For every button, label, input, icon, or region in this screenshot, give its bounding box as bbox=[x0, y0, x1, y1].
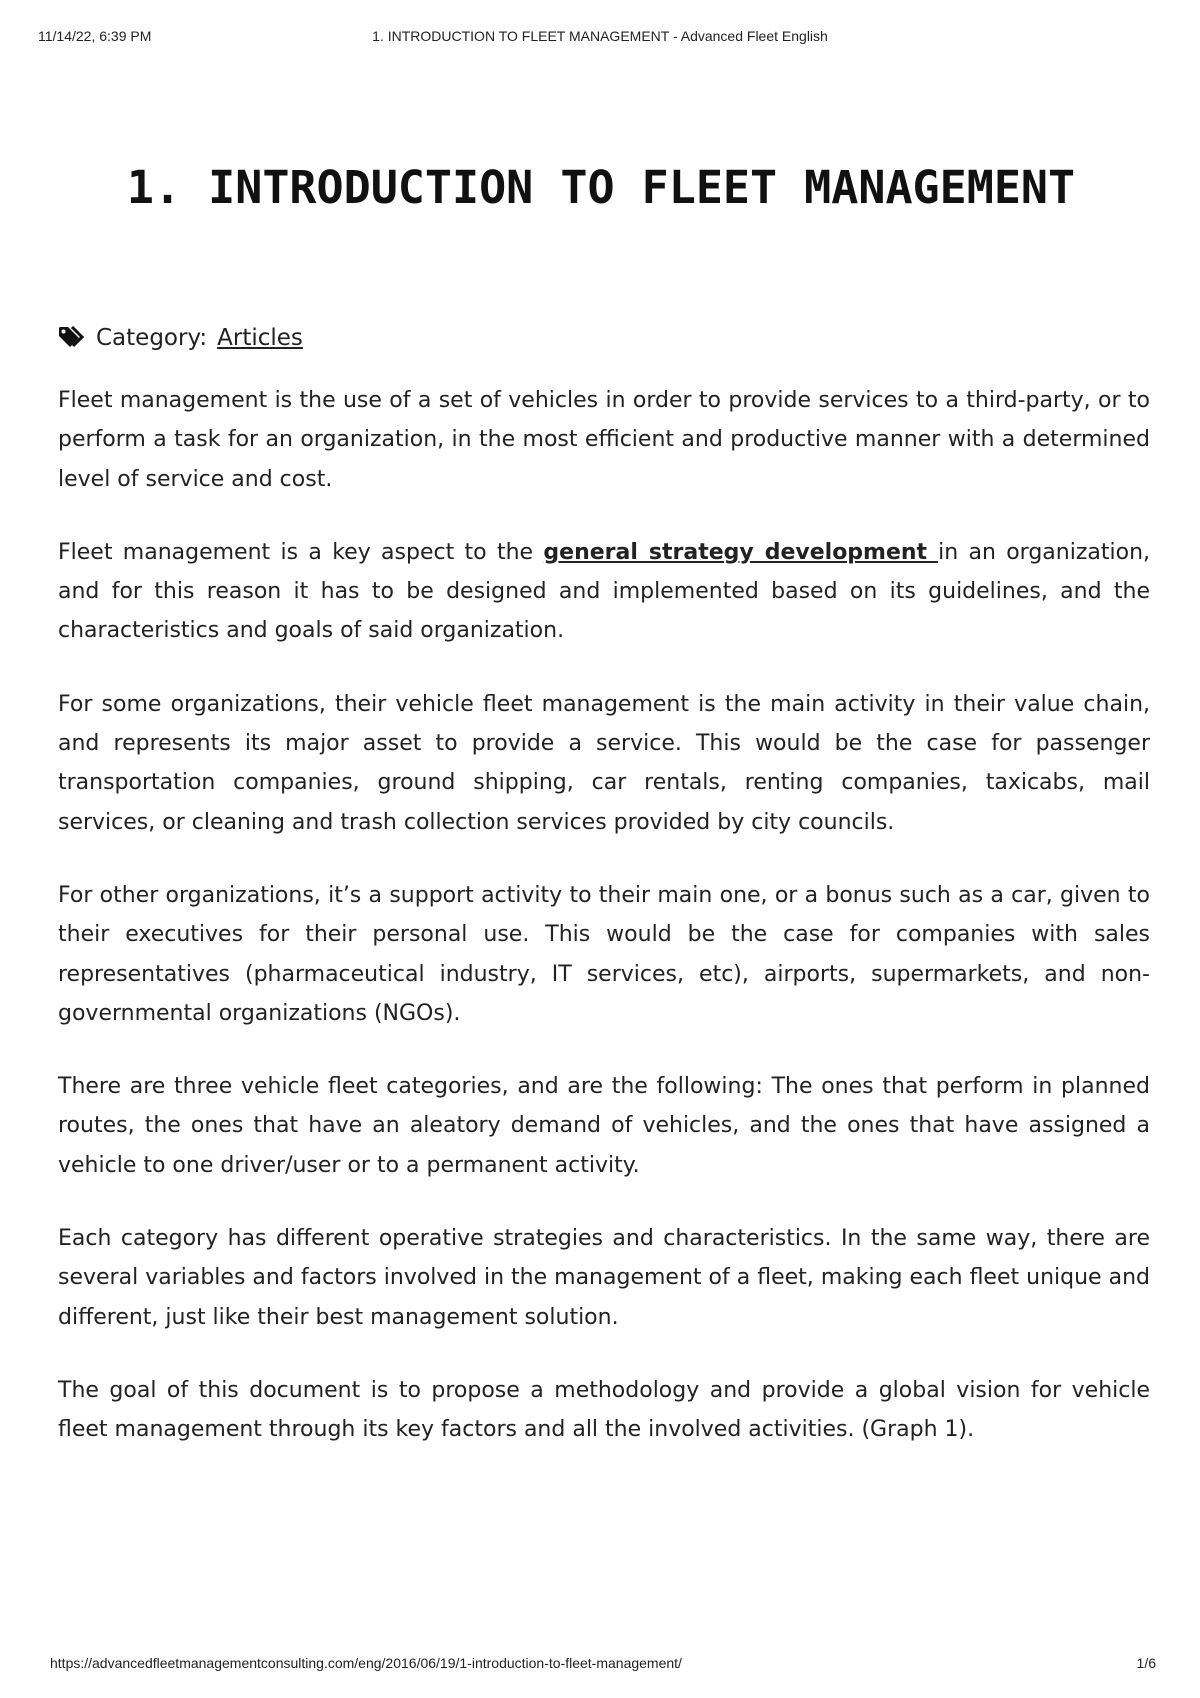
print-footer bbox=[0, 1655, 1200, 1675]
paragraph-5: There are three vehicle fleet categories, and are the following: The ones that perform in planned routes, the ones that have an aleatory demand of vehicles, and the ones that have assigned a vehicle to one driver/user or to a permanent activity. bbox=[58, 1074, 1150, 1178]
general-strategy-link[interactable]: general strategy development bbox=[543, 539, 939, 565]
paragraph-6: Each category has different operative strategies and characteristics. In the same way, there are several variables and factors involved in the management of a fleet, making each fleet unique and different, just like their best management solution. bbox=[58, 1226, 1150, 1330]
paragraph-4: For other organizations, it’s a support activity to their main one, or a bonus such as a car, given to their executives for their personal use. This would be the case for companies with sales representatives (pharmaceutical industry, IT services, etc), airports, supermarkets, and non-governmental organizations (NGOs). bbox=[58, 882, 1150, 1026]
print-url: https://advancedfleetmanagementconsulting.com/eng/2016/06/19/1-introduction-to-fleet-management/ bbox=[50, 1655, 682, 1671]
paragraph-7: The goal of this document is to propose a methodology and provide a global vision for vehicle fleet management through its key factors and all the involved activities. (Graph 1). bbox=[58, 1377, 1150, 1443]
article-body bbox=[58, 381, 1150, 1484]
page-number: 1/6 bbox=[1136, 1655, 1156, 1671]
tags-icon bbox=[58, 326, 88, 350]
page-title: 1. INTRODUCTION TO FLEET MANAGEMENT bbox=[126, 161, 1076, 214]
print-datetime: 11/14/22, 6:39 PM bbox=[38, 28, 152, 44]
paragraph-2 bbox=[58, 533, 1150, 651]
paragraph-3: For some organizations, their vehicle fleet management is the main activity in their value chain, and represents its major asset to provide a service. This would be the case for passenger transportation companies, ground shipping, car rentals, renting companies, taxicabs, mail services, or cleaning and trash collection services provided by city councils. bbox=[58, 691, 1150, 835]
print-header bbox=[0, 28, 1200, 48]
print-doc-title: 1. INTRODUCTION TO FLEET MANAGEMENT - Advanced Fleet English bbox=[372, 28, 828, 44]
category-label: Category: bbox=[96, 325, 208, 351]
paragraph-1: Fleet management is the use of a set of vehicles in order to provide services to a third-party, or to perform a task for an organization, in the most efficient and productive manner with a determined level of service and cost. bbox=[58, 388, 1150, 492]
paragraph-2-before: Fleet management is a key aspect to the bbox=[58, 539, 544, 565]
category-line bbox=[58, 322, 303, 354]
paragraph-2-after: in an organization, and for this reason it has to be designed and implemented based on its guidelines, and the characteristics and goals of said organization. bbox=[58, 539, 1151, 644]
category-link-articles[interactable]: Articles bbox=[217, 325, 303, 351]
